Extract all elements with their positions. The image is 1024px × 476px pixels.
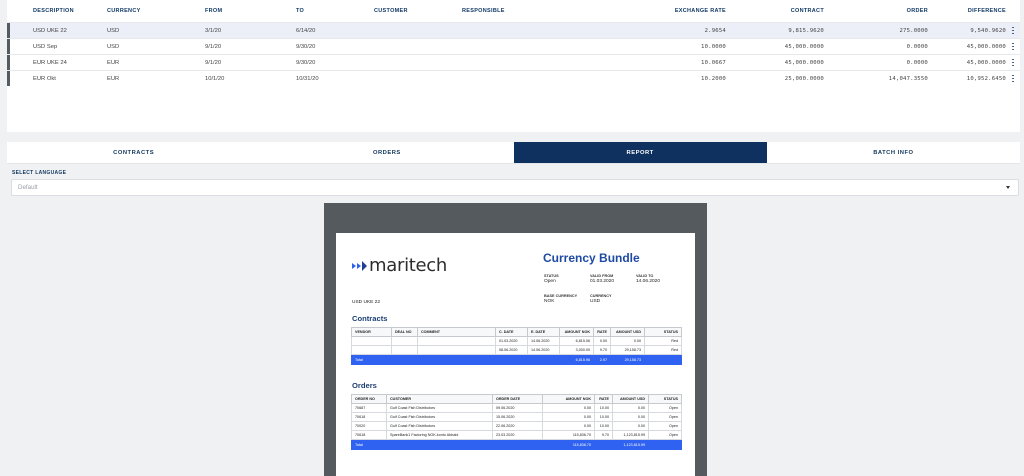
orders-heading: Orders [352,381,377,390]
cell-status: Red [645,346,682,355]
orders-row [352,413,682,422]
cell-order-no: 70687 [352,404,387,413]
maritech-logo [352,255,447,276]
cell-description: EUR Okt [33,75,56,82]
cell-deal-no [392,346,418,355]
cell-exchange-rate: 10.0000 [701,43,726,50]
cell-order-no: 70020 [352,422,387,431]
cell-e-date: 14.06.2020 [528,337,560,346]
total-label: Total [352,355,392,365]
cell-order: 0.0000 [906,59,928,66]
column-header-from[interactable]: FROM [205,8,223,14]
cell-contract: 45,000.0000 [784,59,824,66]
report-title: Currency Bundle [543,251,640,265]
column-header-difference[interactable]: DIFFERENCE [967,8,1006,14]
th-customer: CUSTOMER [387,395,493,404]
orders-table [351,394,682,450]
total-amount-nok: 115,836.70 [543,440,595,450]
select-language-label: SELECT LANGUAGE [12,170,67,176]
table-row[interactable] [7,38,1020,54]
cell-amount-usd: 0.00 [611,337,645,346]
row-marker [7,23,10,38]
cell-exchange-rate: 10.0667 [701,59,726,66]
cell-order: 275.0000 [899,27,928,34]
cell-difference: 9,540.9620 [970,27,1006,34]
th-rate: RATE [594,328,611,337]
cell-description: USD UKE 22 [33,27,67,34]
meta-base-currency [544,293,577,305]
cell-c-date: 08.06.2020 [496,346,528,355]
tab-contracts[interactable]: CONTRACTS [7,142,260,164]
contracts-total-row [352,355,682,365]
cell-status: Open [649,431,682,440]
cell-order-date: 15.06.2020 [493,413,543,422]
contracts-heading: Contracts [352,314,388,323]
orders-header-row [352,395,682,404]
tab-orders[interactable]: ORDERS [260,142,513,164]
th-amount-usd: AMOUNT USD [613,395,649,404]
th-amount-usd: AMOUNT USD [611,328,645,337]
cell-status: Open [649,422,682,431]
row-menu-cell [1006,43,1020,51]
cell-rate: 10.00 [595,413,613,422]
cell-amount-nok: 0.00 [543,422,595,431]
cell-c-date: 01.03.2020 [496,337,528,346]
total-label: Total [352,440,387,450]
th-deal-no: DEAL NO [392,328,418,337]
cell-to: 10/31/20 [296,75,319,82]
row-menu-cell [1006,59,1020,67]
cell-currency: EUR [107,59,120,66]
cell-currency: USD [107,27,120,34]
column-header-currency[interactable]: CURRENCY [107,8,141,14]
cell-to: 9/30/20 [296,43,316,50]
tab-report[interactable]: REPORT [514,142,767,164]
orders-row [352,422,682,431]
total-empty [645,355,682,365]
cell-status: Red [645,337,682,346]
language-select-value: Default [18,184,38,191]
cell-e-date: 14.06.2020 [528,346,560,355]
cell-difference: 10,952.6450 [966,75,1006,82]
cell-order-date: 23.03.2020 [493,431,543,440]
row-marker [7,39,10,54]
more-vertical-icon[interactable] [1012,27,1014,35]
column-header-customer[interactable]: CUSTOMER [374,8,408,14]
meta-status-label: STATUS [544,274,559,278]
cell-amount-nok: 0.00 [543,404,595,413]
meta-valid-from [590,273,614,285]
row-marker [7,71,10,86]
cell-amount-usd: 0.00 [613,422,649,431]
cell-amount-nok: 0.00 [543,413,595,422]
currency-bundle-grid [7,0,1020,132]
cell-amount-nok: 3,000.00 [560,346,594,355]
cell-from: 10/1/20 [205,75,225,82]
tab-batch-info[interactable]: BATCH INFO [767,142,1020,164]
cell-amount-nok: 6,815.06 [560,337,594,346]
cell-amount-nok: 115,836.70 [543,431,595,440]
orders-row [352,404,682,413]
total-amount-usd: 29,158.73 [611,355,645,365]
th-status: STATUS [645,328,682,337]
cell-deal-no [392,337,418,346]
cell-vendor [352,346,392,355]
orders-row [352,431,682,440]
meta-valid-to-label: VALID TO [636,274,654,278]
table-row[interactable] [7,70,1020,86]
cell-order-date: 22.06.2020 [493,422,543,431]
cell-amount-usd: 0.00 [613,413,649,422]
cell-rate: 0.00 [594,337,611,346]
logo-chevrons-icon [352,261,368,271]
column-header-description[interactable]: DESCRIPTION [33,8,74,14]
cell-customer: Gulf Coast Fish Distributors [387,404,493,413]
cell-currency: USD [107,43,120,50]
column-header-responsible[interactable]: RESPONSIBLE [462,8,505,14]
table-row[interactable] [7,22,1020,38]
cell-customer: Gulf Coast Fish Distributors [387,413,493,422]
cell-to: 6/14/20 [296,27,316,34]
column-header-to[interactable]: TO [296,8,305,14]
meta-currency-label: CURRENCY [590,294,612,298]
total-empty [649,440,682,450]
th-amount-nok: AMOUNT NOK [560,328,594,337]
cell-description: USD Sep [33,43,58,50]
cell-comment [418,346,496,355]
contracts-table [351,327,682,365]
row-menu-cell [1006,27,1020,35]
cell-customer: Gulf Coast Fish Distributors [387,422,493,431]
th-rate: RATE [595,395,613,404]
logo-text: maritech [369,255,448,276]
cell-contract: 45,000.0000 [784,43,824,50]
th-order-date: ORDER DATE [493,395,543,404]
cell-rate: 9.70 [595,431,613,440]
cell-difference: 45,000.0000 [966,59,1006,66]
cell-exchange-rate: 2.9654 [704,27,726,34]
cell-order: 0.0000 [906,43,928,50]
total-empty [392,355,418,365]
cell-from: 9/1/20 [205,43,222,50]
total-empty [496,355,528,365]
dropdown-caret-icon [1006,186,1010,189]
cell-amount-usd: 0.00 [613,404,649,413]
cell-difference: 45,000.0000 [966,43,1006,50]
cell-amount-usd: 29,158.73 [611,346,645,355]
cell-vendor [352,337,392,346]
total-empty [595,440,613,450]
total-empty [528,355,560,365]
row-marker [7,55,10,70]
cell-comment [418,337,496,346]
row-menu-cell [1006,75,1020,83]
contracts-header-row [352,328,682,337]
cell-to: 9/30/20 [296,59,316,66]
meta-status-value: Open [544,279,556,284]
cell-order-no: 70618 [352,413,387,422]
report-page [336,233,695,476]
meta-base-currency-value: NOK [544,299,555,304]
more-vertical-icon[interactable] [1012,59,1014,67]
th-comment: COMMENT [418,328,496,337]
cell-rate: 9.70 [594,346,611,355]
meta-status [544,273,559,285]
cell-contract: 9,815.9620 [788,27,824,34]
cell-order-date: 09.06.2020 [493,404,543,413]
total-empty [387,440,493,450]
language-select[interactable] [11,179,1019,196]
bundle-name: USD UKE 22 [352,300,380,305]
total-empty [493,440,543,450]
cell-from: 9/1/20 [205,59,222,66]
meta-valid-from-label: VALID FROM [590,274,614,278]
column-header-order[interactable]: ORDER [906,8,928,14]
th-c-date: C. DATE [496,328,528,337]
cell-customer: SpareBank1 Factoring NOK-konto Abbaid [387,431,493,440]
th-vendor: VENDOR [352,328,392,337]
cell-amount-usd: 1,123,815.99 [613,431,649,440]
meta-currency [590,293,612,305]
cell-status: Open [649,413,682,422]
cell-exchange-rate: 10.2000 [701,75,726,82]
meta-valid-to-value: 14.06.2020 [636,279,661,284]
meta-valid-to [636,273,660,285]
contracts-row [352,337,682,346]
cell-description: EUR UKE 24 [33,59,67,66]
detail-tabs [7,142,1020,164]
column-header-exchange-rate[interactable]: EXCHANGE RATE [674,8,726,14]
meta-valid-from-value: 01.03.2020 [590,279,615,284]
cell-currency: EUR [107,75,120,82]
cell-order: 14,047.3550 [888,75,928,82]
total-empty [418,355,496,365]
th-order-no: ORDER NO [352,395,387,404]
meta-currency-value: USD [590,299,601,304]
cell-rate: 10.00 [595,404,613,413]
total-rate: 2.97 [594,355,611,365]
total-amount-nok: 6,815.96 [560,355,594,365]
th-e-date: E. DATE [528,328,560,337]
cell-rate: 10.00 [595,422,613,431]
cell-from: 3/1/20 [205,27,222,34]
meta-base-currency-label: BASE CURRENCY [544,294,578,298]
cell-order-no: 70618 [352,431,387,440]
more-vertical-icon[interactable] [1012,43,1014,51]
th-amount-nok: AMOUNT NOK [543,395,595,404]
report-viewer [324,203,707,476]
cell-status: Open [649,404,682,413]
grid-header [7,0,1020,22]
column-header-contract[interactable]: CONTRACT [790,8,824,14]
th-status: STATUS [649,395,682,404]
more-vertical-icon[interactable] [1012,75,1014,83]
cell-contract: 25,000.0000 [784,75,824,82]
table-row[interactable] [7,54,1020,70]
total-amount-usd: 1,123,815.99 [613,440,649,450]
contracts-row [352,346,682,355]
orders-total-row [352,440,682,450]
